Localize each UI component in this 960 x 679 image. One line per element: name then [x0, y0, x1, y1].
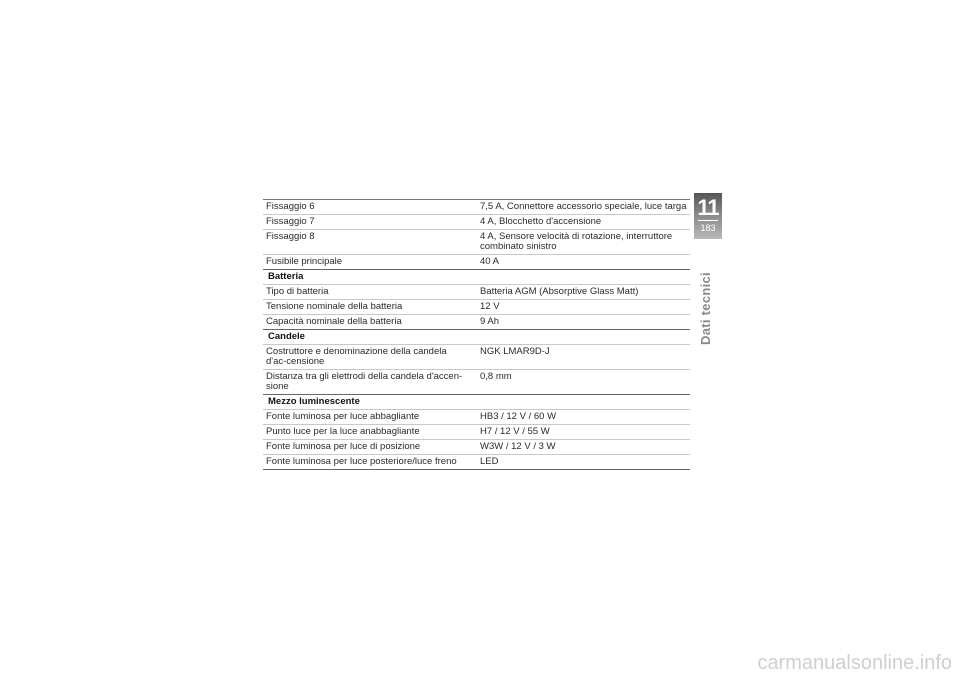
- row-label: Fonte luminosa per luce posteriore/luce freno: [263, 455, 472, 470]
- section-header-row: [263, 330, 690, 345]
- table-row: [263, 425, 690, 440]
- table-row: [263, 370, 690, 395]
- table-row: [263, 410, 690, 425]
- table-row: [263, 285, 690, 300]
- section-title: Mezzo luminescente: [263, 395, 690, 410]
- chapter-badge: [694, 193, 722, 239]
- row-label: Tipo di batteria: [263, 285, 472, 300]
- page-number: 183: [700, 223, 716, 233]
- section-title: Candele: [263, 330, 690, 345]
- table-row: [263, 315, 690, 330]
- table-row: [263, 255, 690, 270]
- row-label: Distanza tra gli elettrodi della candela d'accen-sione: [263, 370, 472, 395]
- row-value: 12 V: [472, 300, 690, 315]
- table-row: [263, 215, 690, 230]
- row-value: 4 A, Blocchetto d'accensione: [472, 215, 690, 230]
- row-label: Fissaggio 8: [263, 230, 472, 255]
- section-header-row: [263, 395, 690, 410]
- spec-table-body: [263, 200, 690, 470]
- row-value: 9 Ah: [472, 315, 690, 330]
- chapter-title: Dati tecnici: [698, 272, 713, 345]
- row-value: Batteria AGM (Absorptive Glass Matt): [472, 285, 690, 300]
- row-label: Fusibile principale: [263, 255, 472, 270]
- row-value: W3W / 12 V / 3 W: [472, 440, 690, 455]
- row-label: Punto luce per la luce anabbagliante: [263, 425, 472, 440]
- row-value: LED: [472, 455, 690, 470]
- spec-table: [263, 199, 690, 470]
- chapter-number: 11: [697, 195, 719, 220]
- row-value: NGK LMAR9D-J: [472, 345, 690, 370]
- table-row: [263, 230, 690, 255]
- row-value: 4 A, Sensore velocità di rotazione, interruttore combinato sinistro: [472, 230, 690, 255]
- row-label: Tensione nominale della batteria: [263, 300, 472, 315]
- row-value: HB3 / 12 V / 60 W: [472, 410, 690, 425]
- table-row: [263, 200, 690, 215]
- row-label: Fonte luminosa per luce di posizione: [263, 440, 472, 455]
- table-row: [263, 300, 690, 315]
- row-label: Fissaggio 6: [263, 200, 472, 215]
- row-value: H7 / 12 V / 55 W: [472, 425, 690, 440]
- section-header-row: [263, 270, 690, 285]
- table-row: [263, 455, 690, 470]
- table-row: [263, 345, 690, 370]
- row-label: Capacità nominale della batteria: [263, 315, 472, 330]
- row-label: Fonte luminosa per luce abbagliante: [263, 410, 472, 425]
- row-value: 0,8 mm: [472, 370, 690, 395]
- watermark: carmanualsonline.info: [757, 652, 952, 674]
- chapter-divider: [698, 220, 718, 221]
- row-value: 40 A: [472, 255, 690, 270]
- row-label: Fissaggio 7: [263, 215, 472, 230]
- section-title: Batteria: [263, 270, 690, 285]
- row-value: 7,5 A, Connettore accessorio speciale, luce targa: [472, 200, 690, 215]
- table-row: [263, 440, 690, 455]
- row-label: Costruttore e denominazione della candela d'ac-censione: [263, 345, 472, 370]
